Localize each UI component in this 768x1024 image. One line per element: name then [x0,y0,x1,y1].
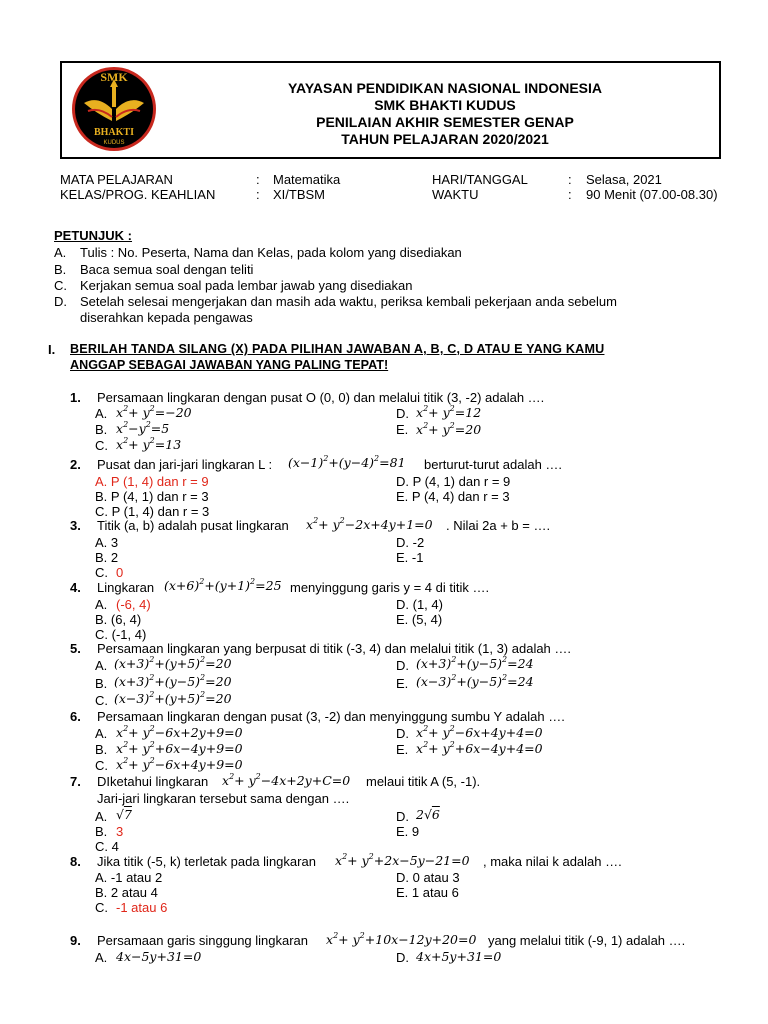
question-text: melaui titik A (5, -1). [366,774,481,789]
option: D. -2 [396,535,425,550]
header-line-1: YAYASAN PENDIDIKAN NASIONAL INDONESIA [287,80,603,96]
question-number: 6. [70,709,81,724]
header-line-2: SMK BHAKTI KUDUS [374,97,516,113]
option: D. 0 atau 3 [396,870,460,885]
instructions-title: PETUNJUK : [54,228,133,243]
option-math: $x^2+ y^2+6x-4y+4=0$ [416,740,543,756]
meta-time-label: WAKTU [432,187,479,202]
meta-subject-value: Matematika [273,172,341,187]
option-letter: D. [396,950,409,965]
section-instruction-line-1: BERILAH TANDA SILANG (X) PADA PILIHAN JAWABAN A, B, C, D ATAU E YANG KAMU [70,342,605,356]
option: D. (1, 4) [396,597,443,612]
option-math: $(x+3)^2+(y-5)^2=24$ [416,655,534,671]
section-instruction-line-2: ANGGAP SEBAGAI JAWABAN YANG PALING TEPAT! [70,358,389,372]
question-text: Lingkaran [97,580,155,595]
option-math: 2√6 [416,807,440,822]
instruction-letter: B. [54,262,67,277]
option-letter: A. [95,950,108,965]
header-line-3: PENILAIAN AKHIR SEMESTER GENAP [316,114,574,130]
option-letter: B. [95,676,108,691]
option-math: $x^2+ y^2-6x+4y+4=0$ [416,724,543,740]
option-letter: D. [396,406,409,421]
option-math: $(x-3)^2+(y-5)^2=24$ [416,673,534,689]
instruction-text: Baca semua soal dengan teliti [80,262,254,277]
question-text: Pusat dan jari-jari lingkaran L : [97,457,273,472]
option-letter: C. [95,900,108,915]
option-answer: 3 [116,824,124,839]
meta-subject-label: MATA PELAJARAN [60,172,173,187]
instruction-text: Kerjakan semua soal pada lembar jawab yang disediakan [80,278,413,293]
instruction-text: Setelah selesai mengerjakan dan masih ada waktu, periksa kembali pekerjaan anda sebelum [80,294,617,309]
option-math: √7 [116,807,132,822]
instruction-letter: C. [54,278,67,293]
question-math: $x^2+ y^2-4x+2y+C=0$ [222,772,351,788]
option-letter: A. [95,597,108,612]
question-text: . Nilai 2a + b = …. [446,518,551,533]
meta-class-value: XI/TBSM [273,187,326,202]
question-number: 1. [70,390,81,405]
question-number: 8. [70,854,81,869]
option-math: $x^2+ y^2=12$ [416,404,482,420]
question-math: $x^2+ y^2+2x-5y-21=0$ [335,852,470,868]
option-letter: A. [95,658,108,673]
option: B. (6, 4) [95,612,142,627]
option-letter: A. [95,726,108,741]
option-answer: -1 atau 6 [116,900,168,915]
question-number: 2. [70,457,81,472]
school-logo [70,65,158,153]
option: E. 9 [396,824,420,839]
meta-sep: : [568,187,572,202]
instruction-text: Tulis : No. Peserta, Nama dan Kelas, pada kolom yang disediakan [80,245,462,260]
question-text: Titik (a, b) adalah pusat lingkaran [97,518,289,533]
option: C. 4 [95,839,119,854]
option: E. (5, 4) [396,612,443,627]
logo-text-bottom: BHAKTI [93,127,135,138]
option-answer: (-6, 4) [116,597,151,612]
option: B. 2 atau 4 [95,885,158,900]
option-letter: B. [95,742,108,757]
option-letter: C. [95,758,108,773]
instruction-letter: D. [54,294,67,309]
question-number: 9. [70,933,81,948]
question-number: 3. [70,518,81,533]
meta-sep: : [256,187,260,202]
question-text: Persamaan garis singgung lingkaran [97,933,309,948]
option-letter: A. [95,809,108,824]
instruction-letter: A. [54,245,67,260]
meta-date-value: Selasa, 2021 [586,172,662,187]
question-math: $x^2+ y^2+10x-12y+20=0$ [326,931,477,947]
option-letter: C. [95,693,108,708]
option-math: $x^2-y^2=5$ [116,420,170,436]
option-letter: D. [396,658,409,673]
option: E. 1 atau 6 [396,885,459,900]
option: D. P (4, 1) dan r = 9 [396,474,511,489]
option-math: $(x+3)^2+(y+5)^2=20$ [114,655,232,671]
question-text: menyinggung garis y = 4 di titik …. [290,580,490,595]
meta-class-label: KELAS/PROG. KEAHLIAN [60,187,216,202]
option: E. -1 [396,550,424,565]
option-answer: A. P (1, 4) dan r = 9 [95,474,209,489]
question-text: Jari-jari lingkaran tersebut sama dengan …. [97,791,350,806]
meta-sep: : [568,172,572,187]
option-letter: D. [396,809,409,824]
logo-text-small: KUDUS [103,140,125,146]
option-math: $(x+3)^2+(y-5)^2=20$ [114,673,232,689]
option-math: $x^2+ y^2=13$ [116,436,182,452]
option-letter: A. [95,406,108,421]
option: B. 2 [95,550,119,565]
question-text: berturut-turut adalah …. [424,457,563,472]
question-math: $x^2+ y^2-2x+4y+1=0$ [306,516,433,532]
option-math: 4x+5y+31=0 [416,949,502,964]
instruction-text: diserahkan kepada pengawas [80,310,253,325]
question-number: 5. [70,641,81,656]
meta-date-label: HARI/TANGGAL [432,172,528,187]
option: B. P (4, 1) dan r = 3 [95,489,209,504]
question-text: yang melalui titik (-9, 1) adalah …. [488,933,686,948]
header-line-4: TAHUN PELAJARAN 2020/2021 [341,131,549,147]
option: A. 3 [95,535,119,550]
option-math: $x^2+ y^2-6x+4y+9=0$ [116,756,243,772]
meta-time-value: 90 Menit (07.00-08.30) [586,187,718,202]
question-math: $(x+6)^2+(y+1)^2=25$ [164,577,282,593]
option: A. -1 atau 2 [95,870,163,885]
option-answer: 0 [116,565,124,580]
question-text: Jika titik (-5, k) terletak pada lingkaran [97,854,316,869]
option-math: $x^2+ y^2=20$ [416,421,482,437]
option-math: $x^2+ y^2=-20$ [116,404,192,420]
logo-text-top: SMK [100,70,128,84]
option-math: $x^2+ y^2+6x-4y+9=0$ [116,740,243,756]
meta-sep: : [256,172,260,187]
option: C. (-1, 4) [95,627,147,642]
option-letter: B. [95,824,108,839]
question-math: $(x-1)^2+(y-4)^2=81$ [288,454,406,470]
option-letter: D. [396,726,409,741]
option: C. P (1, 4) dan r = 3 [95,504,210,519]
option-letter: B. [95,422,108,437]
option-letter: E. [396,422,409,437]
option-letter: E. [396,742,409,757]
question-text: Persamaan lingkaran dengan pusat O (0, 0) dan melalui titik (3, -2) adalah …. [97,390,545,405]
section-number: I. [48,342,56,357]
question-text: , maka nilai k adalah …. [483,854,622,869]
question-number: 7. [70,774,81,789]
option-letter: C. [95,565,108,580]
option-math: $(x-3)^2+(y+5)^2=20$ [114,690,232,706]
question-text: Persamaan lingkaran yang berpusat di titik (-3, 4) dan melalui titik (1, 3) adalah …. [97,641,572,656]
question-text: DIketahui lingkaran [97,774,209,789]
question-number: 4. [70,580,81,595]
option: E. P (4, 4) dan r = 3 [396,489,510,504]
option-math: 4x−5y+31=0 [116,949,202,964]
option-math: $x^2+ y^2-6x+2y+9=0$ [116,724,243,740]
option-letter: E. [396,676,409,691]
question-text: Persamaan lingkaran dengan pusat (3, -2) dan menyinggung sumbu Y adalah …. [97,709,565,724]
option-letter: C. [95,438,108,453]
